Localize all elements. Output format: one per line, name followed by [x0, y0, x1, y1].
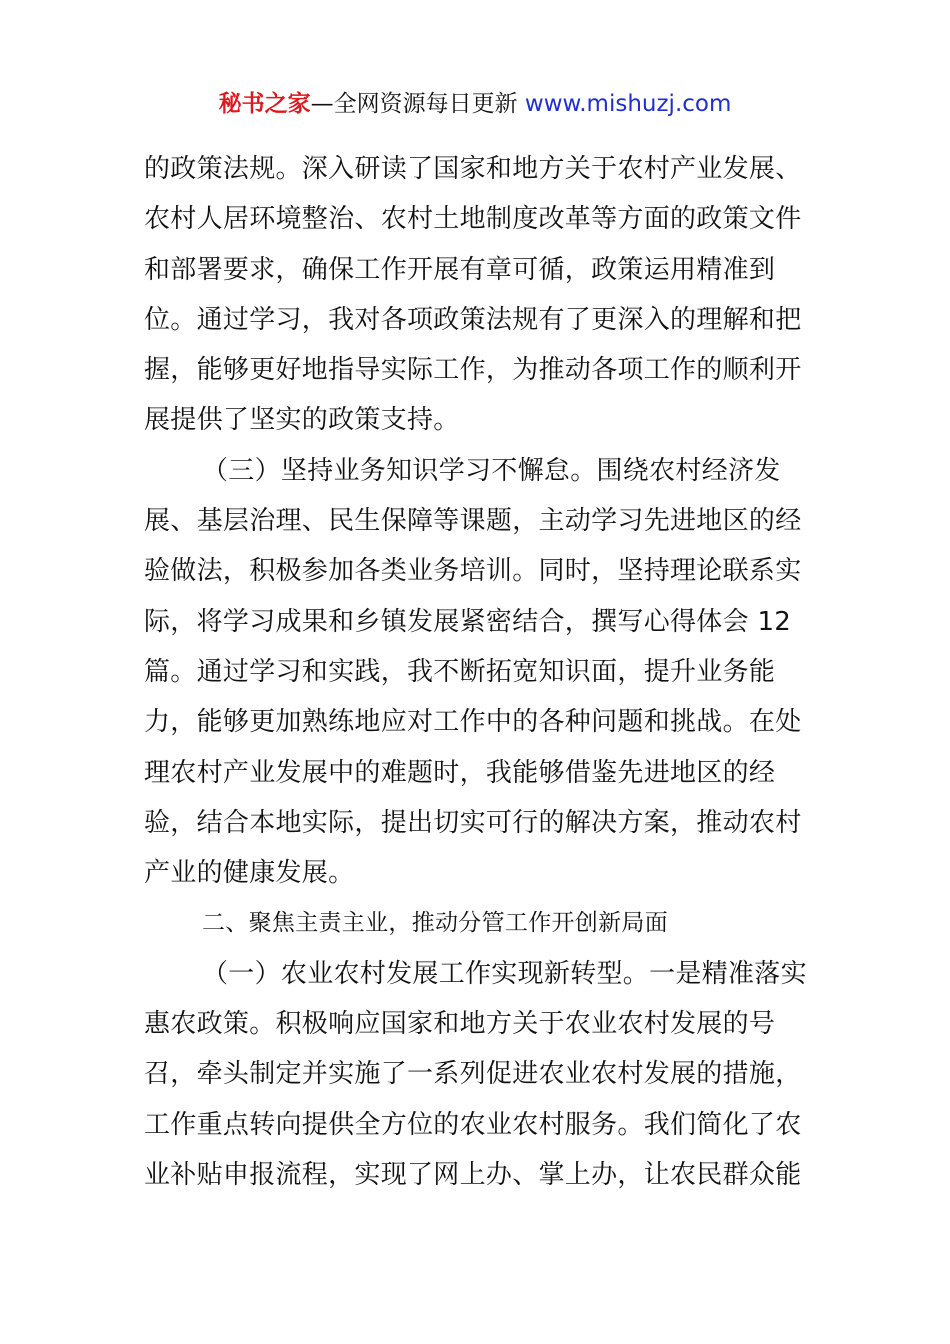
paragraph-start-line: （一）农业农村发展工作实现新转型。一是精准落实 — [202, 958, 807, 989]
text-line: 和部署要求，确保工作开展有章可循，政策运用精准到 — [144, 254, 776, 285]
text-line: 的政策法规。深入研读了国家和地方关于农村产业发展、 — [144, 154, 802, 184]
site-url-link[interactable]: www.mishuzj.com — [524, 91, 732, 117]
text-line: 验做法，积极参加各类业务培训。同时，坚持理论联系实 — [144, 556, 802, 587]
text-line: 惠农政策。积极响应国家和地方关于农业农村发展的号 — [144, 1009, 776, 1040]
document-body — [144, 144, 808, 1200]
brand-name: 秘书之家 — [218, 91, 311, 117]
text-line: 业补贴申报流程，实现了网上办、掌上办，让农民群众能 — [144, 1159, 802, 1190]
section-heading: 二、聚焦主责主业，推动分管工作开创新局面 — [202, 910, 668, 937]
text-line: 篇。通过学习和实践，我不断拓宽知识面，提升业务能 — [144, 656, 776, 687]
text-line: 工作重点转向提供全方位的农业农村服务。我们简化了农 — [144, 1109, 802, 1140]
text-line: 理农村产业发展中的难题时，我能够借鉴先进地区的经 — [144, 757, 776, 788]
text-line: 位。通过学习，我对各项政策法规有了更深入的理解和把 — [144, 304, 802, 335]
text-line: 握，能够更好地指导实际工作，为推动各项工作的顺利开 — [144, 355, 802, 386]
text-line: 农村人居环境整治、农村土地制度改革等方面的政策文件 — [144, 204, 802, 235]
text-line: 力，能够更加熟练地应对工作中的各种问题和挑战。在处 — [144, 707, 802, 738]
text-line: 际，将学习成果和乡镇发展紧密结合，撰写心得体会 12 — [144, 606, 792, 637]
page-header — [0, 88, 950, 120]
header-tagline: —全网资源每日更新 — [310, 91, 525, 117]
paragraph-start-line: （三）坚持业务知识学习不懈怠。围绕农村经济发 — [202, 455, 781, 486]
text-line: 展提供了坚实的政策支持。 — [144, 405, 460, 436]
text-line: 召，牵头制定并实施了一系列促进农业农村发展的措施， — [144, 1059, 802, 1090]
text-line: 产业的健康发展。 — [144, 858, 355, 889]
text-line: 展、基层治理、民生保障等课题，主动学习先进地区的经 — [144, 506, 802, 537]
text-line: 验，结合本地实际，提出切实可行的解决方案，推动农村 — [144, 807, 802, 838]
